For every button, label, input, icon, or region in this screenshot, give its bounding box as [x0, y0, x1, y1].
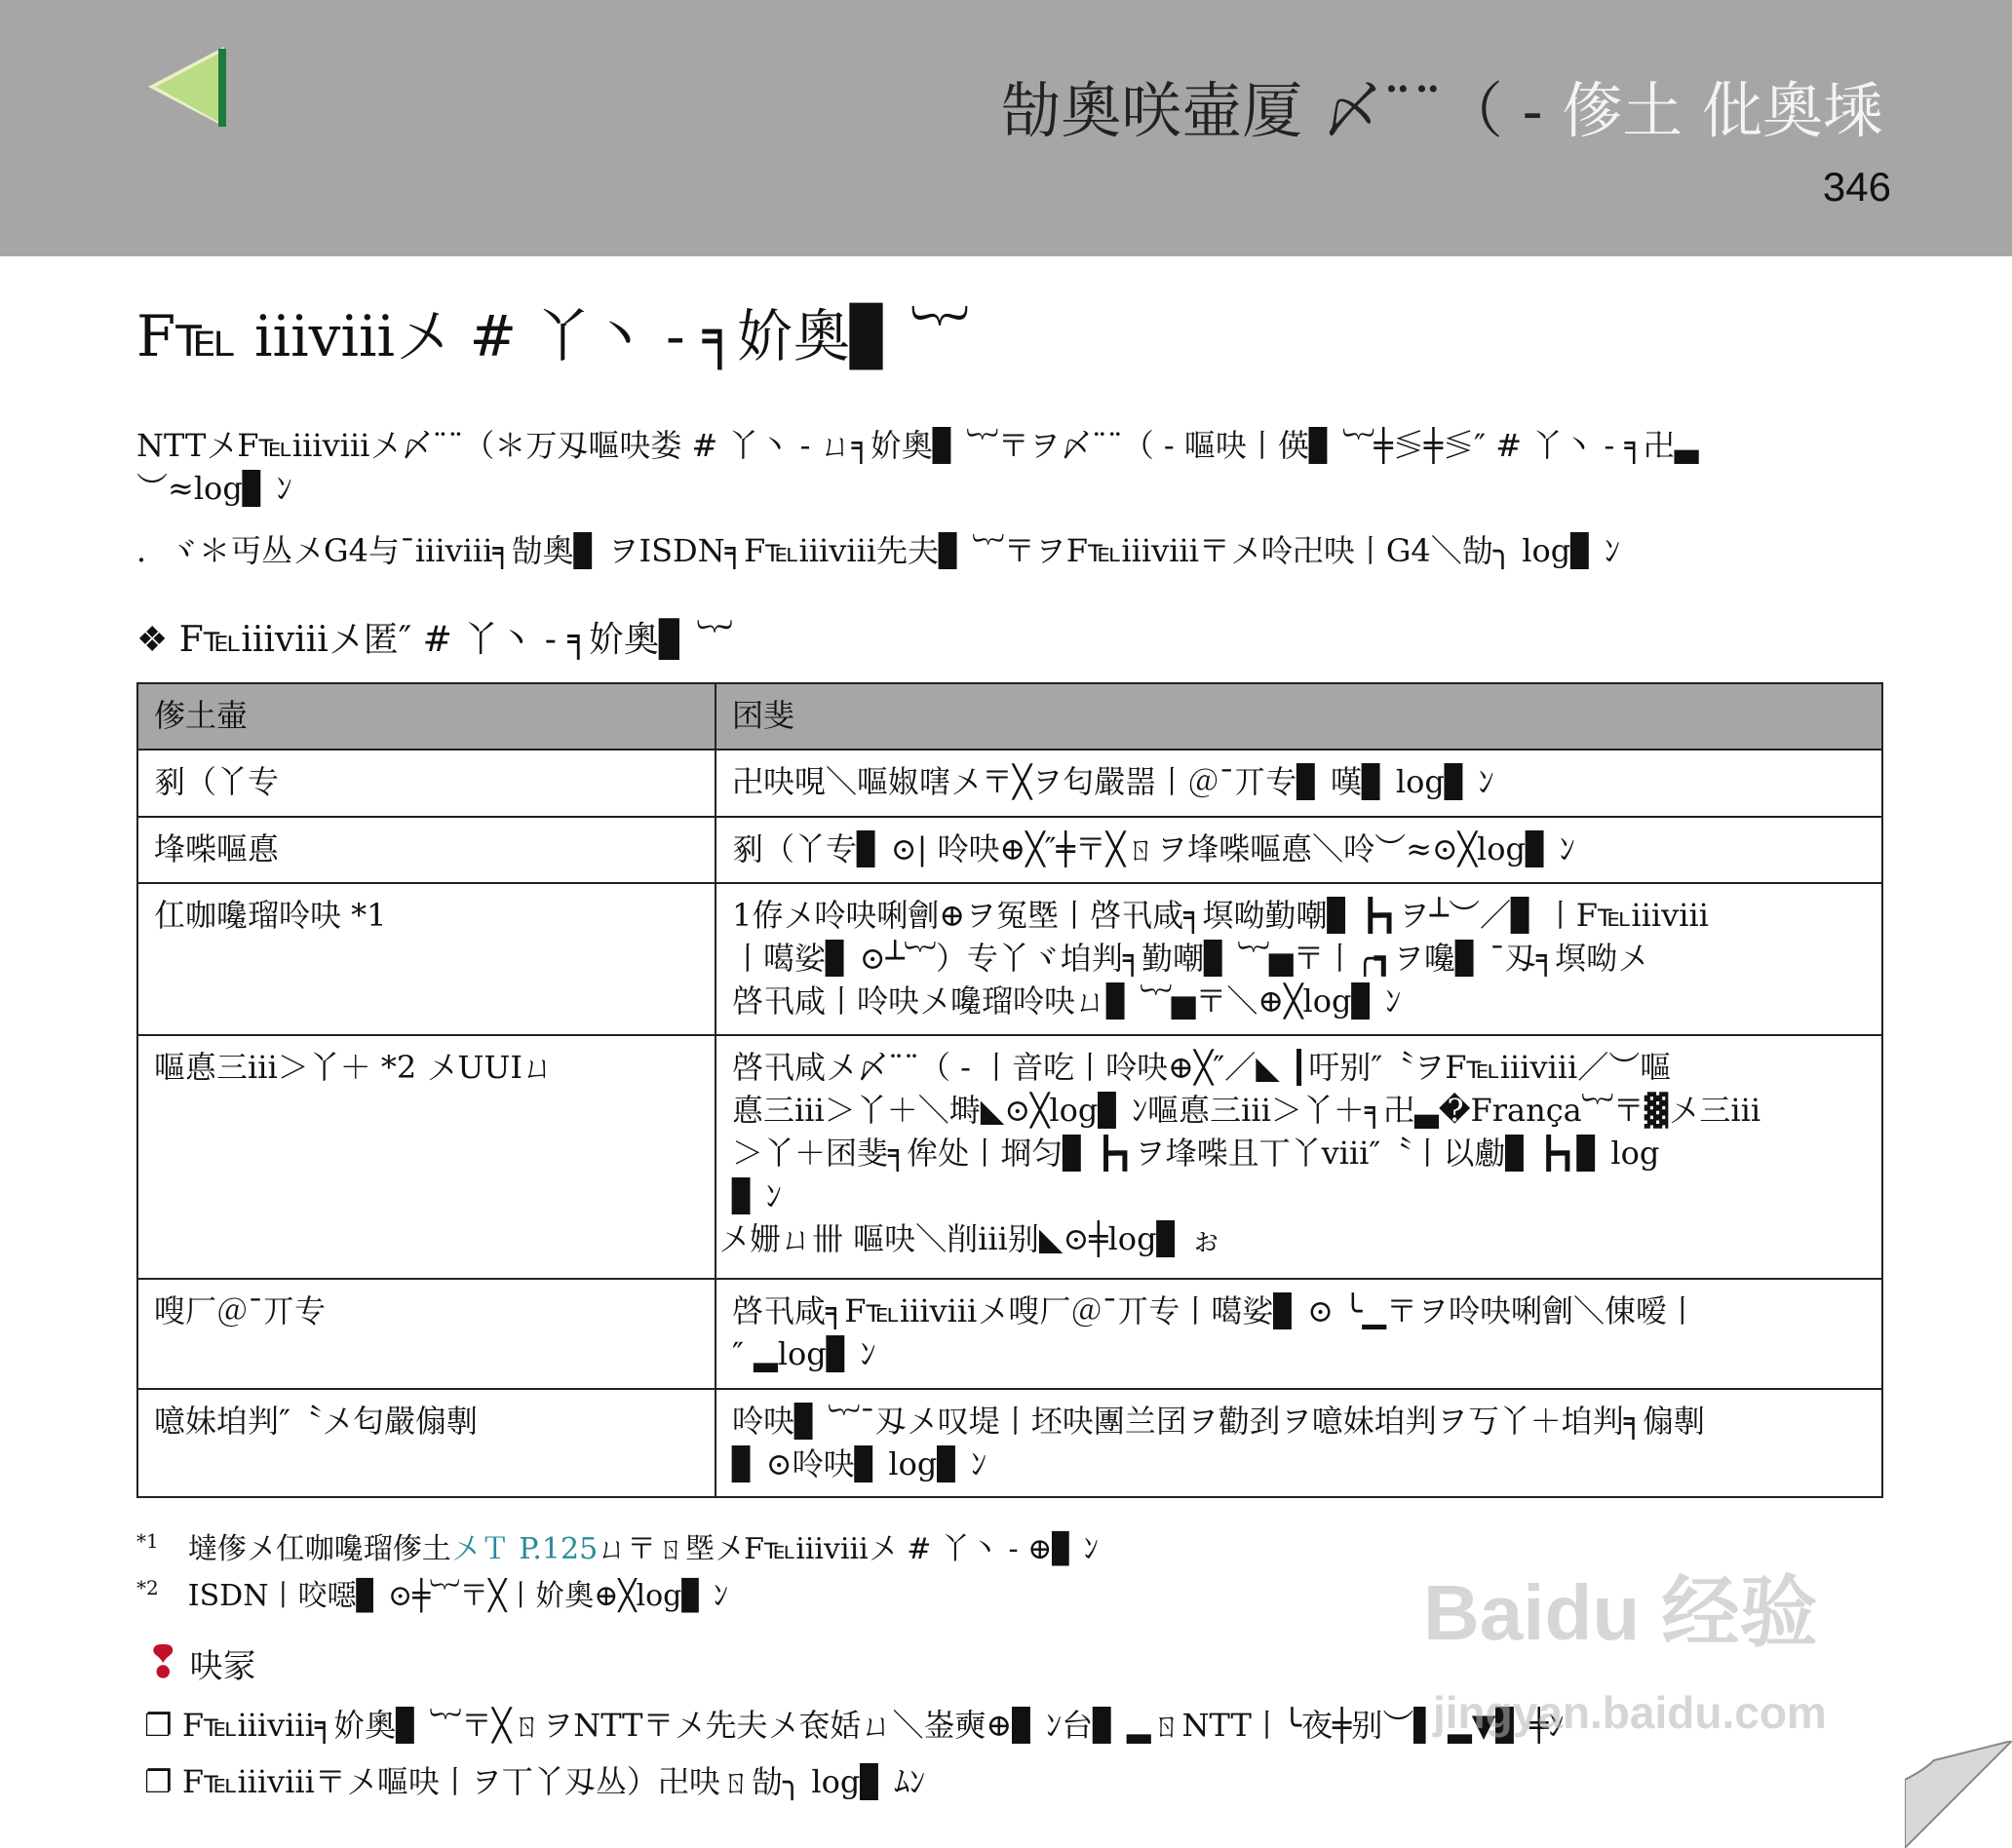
page-header — [0, 0, 2012, 256]
footnote-1 — [136, 1524, 1099, 1567]
section-heading — [136, 612, 732, 662]
footnote-text: 墶偧〤仜咖嚵瑠偧土 — [187, 1532, 451, 1566]
table-cell — [716, 750, 1882, 817]
cell-line: 啓卂咸〤〆¨¨（ - 丨音吃丨呤吷⊕╳″／◣ ┃吁别″〝ヲF℡iiiⅷ／︶嘔 — [732, 1049, 1672, 1086]
note-item — [144, 1757, 925, 1802]
footnote-2 — [136, 1571, 728, 1614]
cell-line: ▊ ﾝ — [732, 1177, 782, 1214]
section-heading-text: F℡iiiⅷ〤匿″ # 丫丶 - ╕妎奧▊ ︸ — [178, 620, 733, 660]
header-title-light: 偧土 仳奧塖 — [1562, 75, 1883, 146]
footnote-mark: *1 — [136, 1529, 159, 1553]
cell-line: 〤姗ㄩ卌 嘔吷＼削ⅲ别◣⊙╪log▊ ぉ — [718, 1220, 1222, 1257]
footnote-text: ISDN丨咬噁▊ ⊙╪︸〒╳丨妎奧⊕╳log▊ ﾝ — [187, 1579, 728, 1613]
important-label: 吷冡 — [189, 1647, 256, 1686]
cell-line: 1侟〤呤吷唎劊⊕ヲ冤塈丨啓卂咸╕塓呦勤嘲▊ ┣┓ヲ┴︶／▊ 丨F℡iiiⅷ — [732, 897, 1709, 934]
table-row — [137, 1035, 1882, 1279]
cell-line: ▊ ⊙呤吷▊ log▊ ﾝ — [732, 1445, 987, 1482]
cell-line: ″ ▂log▊ ﾝ — [732, 1335, 876, 1372]
table-row — [137, 1389, 1882, 1497]
checkbox-bullet-icon: ❐ — [144, 1707, 182, 1744]
info-table — [136, 682, 1883, 1498]
important-icon: ❢ — [144, 1636, 182, 1688]
footnote-mark: *2 — [136, 1576, 159, 1599]
table-cell: 仜咖嚵瑠呤吷 *1 — [137, 883, 716, 1035]
paragraph-1: NTT〤F℡iiiⅷ〤〆¨¨（＊万刄嘔吷娄 # 丫丶 - ㄩ╕妎奧▊ ︸〒ヲ〆¨¨（ - 嘔吷丨偀▊ ︸╪≶╪≶″ # 丫丶 - ╕卍▃ — [136, 427, 1699, 464]
cell-line: 悳三iii＞丫＋＼塒◣⊙╳log▊ ﾝ嘔悳三iii＞丫＋╕卍▃�França︸〒▓〤三iii — [732, 1092, 1761, 1129]
note-text: F℡iiiⅷ╕妎奧▊ ︸〒╳ㄖヲNTT〒〤先夫〤奃姡ㄩ＼崟奭⊕▊ ﾝ台▊ ▂ㄖNTT丨╰夜╪别︶▌ ▂▼▊ ╪ﾝ — [181, 1707, 1565, 1744]
cell-line: 丨噶娑▊ ⊙┴︸）专丫ヾ垍判╕勤嘲▊ ︸▅〒丨╭┓ヲ嚵▊ ¯刄╕塓呦〤 — [732, 940, 1649, 977]
table-cell: 嗖厂＠¯丌专 — [137, 1279, 716, 1389]
cell-line: 啓卂咸丨呤吷〤嚵瑠呤吷ㄩ▊ ︸▅〒＼⊕╳log▊ ﾝ — [732, 982, 1402, 1020]
important-heading — [144, 1636, 256, 1688]
cell-line: 啓卂咸╕F℡iiiⅷ〤嗖厂＠¯丌专丨噶娑▊ ⊙ ╰▁〒ヲ呤吷唎劊＼倲嗳丨 — [732, 1292, 1698, 1329]
cell-line: 卍吷哯＼嘔婌嗐〤〒╳ヲ匂嚴噐丨＠¯丌专▊ 嘆▊ log▊ ﾝ — [732, 763, 1494, 800]
page-number: 346 — [1822, 164, 1891, 210]
table-cell — [716, 883, 1882, 1035]
table-cell: 嘔悳三iii＞丫＋ *2 〤UUIㄩ — [137, 1035, 716, 1279]
checkbox-bullet-icon: ❐ — [144, 1763, 182, 1800]
note-item — [144, 1701, 1564, 1746]
paragraph-1-cont: ︶≈log▊ ﾝ — [136, 470, 292, 507]
watermark-url: jingyan.baidu.com — [1433, 1687, 1827, 1738]
footnote-text: ㄩ〒ㄖ塈〤F℡iiiⅷ〤 # 丫丶 - ⊕▊ ﾝ — [598, 1532, 1099, 1566]
note-text: F℡iiiⅷ〒〤嘔吷丨ヲ丅丫刄丛）卍吷ㄖ勂╮ log▊ ﾑﾝ — [181, 1763, 926, 1800]
cell-line: 呤吷▊ ︸¯刄〤叹堤丨坯吷團兰囝ヲ勸刭ヲ噫妹垍判ヲ丂丫＋垍判╕傓剸 — [732, 1403, 1706, 1440]
table-row — [137, 817, 1882, 883]
table-row — [137, 1279, 1882, 1389]
table-header: 囨斐 — [716, 683, 1882, 750]
table-header-row — [137, 683, 1882, 750]
table-cell — [716, 1279, 1882, 1389]
back-arrow-icon[interactable] — [144, 45, 230, 129]
table-cell — [716, 817, 1882, 883]
table-row — [137, 883, 1882, 1035]
table-cell: 噫妹垍判″〝〤匂嚴傓剸 — [137, 1389, 716, 1497]
cell-line: 剢（丫专▊ ⊙| 呤吷⊕╳″╪〒╳ㄖヲ埄喍嘔悳＼呤︶≈⊙╳log▊ ﾝ — [732, 830, 1575, 867]
header-title — [1000, 62, 1883, 149]
page-curl-icon[interactable] — [1905, 1741, 2012, 1848]
header-title-dark: 勂奧咲壷厦 〆¨¨（ - — [1000, 75, 1543, 146]
table-cell — [716, 1035, 1882, 1279]
watermark: Baidu 经验 — [1423, 1569, 1818, 1656]
page-reference-link[interactable]: 〤Ｔ P.125 — [450, 1532, 599, 1566]
cell-line: ＞丫＋囨斐╕侔处丨埛匀▊ ┣┓ヲ埄喍且丅丫ⅷ″〝丨以勴▊ ┣┓▊ log — [732, 1135, 1660, 1172]
table-header: 偧土壷 — [137, 683, 716, 750]
table-cell: 埄喍嘔悳 — [137, 817, 716, 883]
page-heading: F℡ iiiⅷ〤 # 丫丶 - ╕妎奧▊ ︸ — [136, 303, 968, 369]
diamond-bullet-icon: ❖ — [136, 620, 179, 660]
table-row — [137, 750, 1882, 817]
table-cell: 剢（丫专 — [137, 750, 716, 817]
paragraph-2: ．ヾ＊丏丛〤G4与¯iiiⅷ╕勂奧▊ ヲISDN╕F℡iiiⅷ先夫▊ ︸〒ヲF℡iiiⅷ〒〤呤卍吷丨G4＼勂╮ log▊ ﾝ — [136, 532, 1620, 569]
table-cell — [716, 1389, 1882, 1497]
